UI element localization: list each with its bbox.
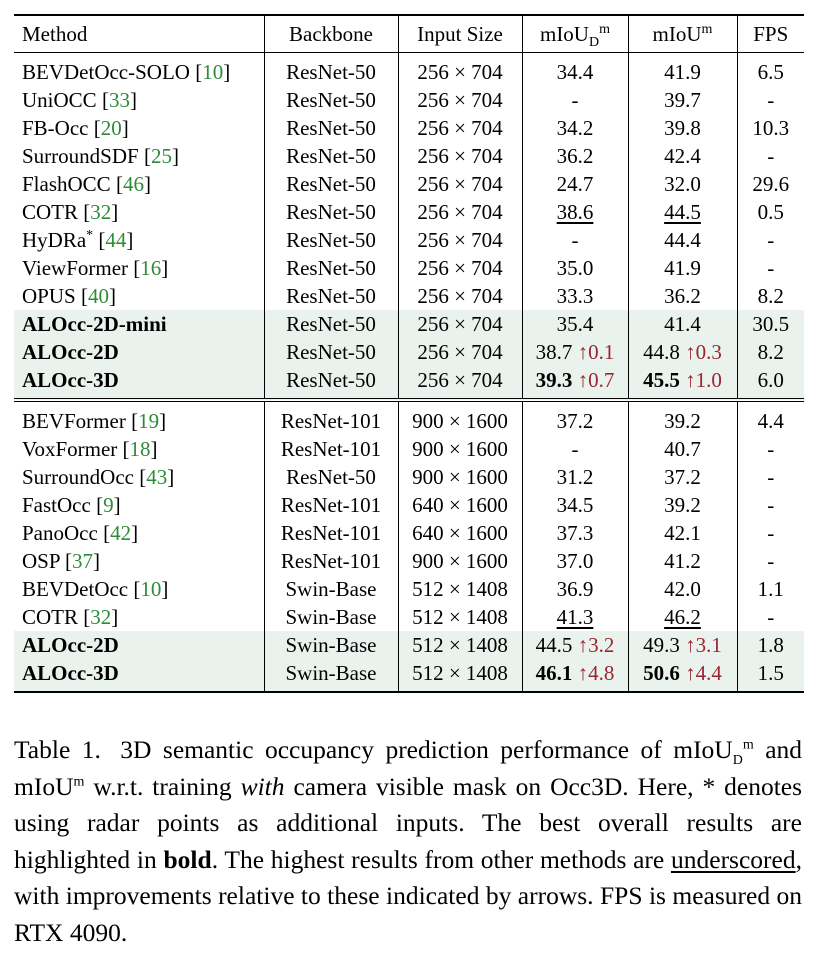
- backbone-cell: ResNet-50: [264, 338, 398, 366]
- backbone-cell: ResNet-101: [264, 491, 398, 519]
- metric-value: -: [571, 437, 579, 461]
- citation-ref: 19: [138, 409, 160, 433]
- miou-cell: [628, 282, 737, 310]
- backbone-cell: Swin-Base: [264, 603, 398, 631]
- miou-d-cell: [522, 86, 628, 114]
- metric-value: 46.1: [535, 661, 573, 685]
- backbone-cell: ResNet-101: [264, 547, 398, 575]
- caption-underscored-word: underscored: [671, 844, 796, 874]
- method-cell: OSP [37]: [22, 549, 100, 573]
- backbone-cell: ResNet-50: [264, 366, 398, 400]
- miou-cell: [628, 53, 737, 87]
- metric-value: 44.8: [643, 340, 680, 364]
- method-cell: BEVDetOcc-SOLO [10]: [22, 60, 231, 84]
- citation-ref: 40: [87, 284, 109, 308]
- input-size-cell: 256 × 704: [398, 114, 522, 142]
- results-table: [14, 14, 804, 693]
- method-cell: COTR [32]: [22, 200, 119, 224]
- fps-cell: -: [737, 463, 804, 491]
- fps-cell: -: [737, 226, 804, 254]
- miou-d-cell: [522, 310, 628, 338]
- input-size-cell: 512 × 1408: [398, 631, 522, 659]
- backbone-cell: Swin-Base: [264, 575, 398, 603]
- table-row: [14, 631, 804, 659]
- backbone-cell: ResNet-50: [264, 198, 398, 226]
- table-row: [14, 435, 804, 463]
- improvement-delta: ↑4.4: [685, 661, 722, 685]
- fps-cell: 6.5: [737, 53, 804, 87]
- miou-cell: [628, 198, 737, 226]
- input-size-cell: 256 × 704: [398, 310, 522, 338]
- fps-cell: 1.8: [737, 631, 804, 659]
- caption-text-2: w.r.t. training: [93, 771, 232, 801]
- citation-ref: 9: [103, 493, 114, 517]
- citation-ref: 44: [105, 228, 127, 252]
- backbone-cell: ResNet-101: [264, 435, 398, 463]
- miou-cell: [628, 170, 737, 198]
- fps-cell: -: [737, 86, 804, 114]
- input-size-cell: 256 × 704: [398, 226, 522, 254]
- miou-cell: [628, 226, 737, 254]
- metric-value: 37.2: [664, 465, 701, 489]
- method-cell: ViewFormer [16]: [22, 256, 169, 280]
- metric-value: 38.7: [535, 340, 573, 364]
- improvement-delta: ↑0.3: [685, 340, 722, 364]
- method-name: HyDRa: [22, 228, 87, 252]
- metric-value: 39.2: [664, 409, 701, 433]
- method-name: COTR: [22, 605, 79, 629]
- miou-d-cell: [522, 53, 628, 87]
- header-fps: FPS: [737, 15, 804, 53]
- input-size-cell: 256 × 704: [398, 86, 522, 114]
- method-cell: BEVFormer [19]: [22, 409, 167, 433]
- miou-d-cell: [522, 435, 628, 463]
- table-group-high-res: [14, 400, 804, 692]
- fps-cell: 8.2: [737, 338, 804, 366]
- method-cell: PanoOcc [42]: [22, 521, 139, 545]
- header-row: [14, 15, 804, 53]
- table-row: [14, 226, 804, 254]
- miou-cell: [628, 114, 737, 142]
- method-name: BEVFormer: [22, 409, 126, 433]
- miou-cell: [628, 435, 737, 463]
- caption-text-4: . The highest results from other methods are: [211, 844, 665, 874]
- metric-value: 24.7: [556, 172, 594, 196]
- miou-cell: [628, 519, 737, 547]
- fps-cell: 10.3: [737, 114, 804, 142]
- metric-value: 49.3: [643, 633, 680, 657]
- table-row: [14, 310, 804, 338]
- improvement-delta: ↑3.2: [577, 633, 615, 657]
- metric-value: 41.9: [664, 60, 701, 84]
- fps-cell: 0.5: [737, 198, 804, 226]
- miou-cell: [628, 254, 737, 282]
- metric-value: 39.3: [535, 368, 573, 392]
- method-name: OSP: [22, 549, 60, 573]
- method-cell: FastOcc [9]: [22, 493, 121, 517]
- metric-value: 35.4: [556, 312, 594, 336]
- metric-value: 44.5: [664, 200, 701, 224]
- input-size-cell: 256 × 704: [398, 254, 522, 282]
- metric-value: 42.1: [664, 521, 701, 545]
- table-row: [14, 53, 804, 87]
- input-size-cell: 900 × 1600: [398, 547, 522, 575]
- table-row: [14, 575, 804, 603]
- miou-cell: [628, 142, 737, 170]
- method-name: FlashOCC: [22, 172, 111, 196]
- improvement-delta: ↑1.0: [685, 368, 722, 392]
- metric-value: 39.8: [664, 116, 701, 140]
- metric-value: 34.4: [556, 60, 594, 84]
- method-cell: [14, 310, 264, 338]
- caption-label: Table 1.: [14, 735, 101, 764]
- citation-ref: 20: [100, 116, 122, 140]
- metric-value: 45.5: [643, 368, 680, 392]
- input-size-cell: 256 × 704: [398, 53, 522, 87]
- metric-value: 39.2: [664, 493, 701, 517]
- miou-d-cell: [522, 659, 628, 692]
- miou-d-cell: [522, 491, 628, 519]
- input-size-cell: 256 × 704: [398, 170, 522, 198]
- fps-cell: -: [737, 519, 804, 547]
- fps-cell: -: [737, 547, 804, 575]
- method-name: FB-Occ: [22, 116, 89, 140]
- table-row: [14, 338, 804, 366]
- metric-value: 33.3: [556, 284, 594, 308]
- table-group-low-res: [14, 53, 804, 401]
- citation-ref: 32: [90, 200, 112, 224]
- caption-with: with: [240, 771, 285, 801]
- metric-value: 36.2: [556, 144, 594, 168]
- input-size-cell: 640 × 1600: [398, 491, 522, 519]
- miou-cell: [628, 603, 737, 631]
- backbone-cell: ResNet-50: [264, 282, 398, 310]
- method-cell: SurroundOcc [43]: [22, 465, 175, 489]
- metric-value: -: [571, 228, 579, 252]
- miou-d-cell: [522, 631, 628, 659]
- input-size-cell: 900 × 1600: [398, 400, 522, 435]
- miou-d-cell: [522, 254, 628, 282]
- table-row: [14, 142, 804, 170]
- metric-value: 42.0: [664, 577, 701, 601]
- backbone-cell: Swin-Base: [264, 631, 398, 659]
- citation-ref: 16: [140, 256, 162, 280]
- input-size-cell: 256 × 704: [398, 142, 522, 170]
- fps-cell: 6.0: [737, 366, 804, 400]
- input-size-cell: 512 × 1408: [398, 575, 522, 603]
- input-size-cell: 256 × 704: [398, 366, 522, 400]
- citation-ref: 25: [150, 144, 172, 168]
- input-size-cell: 512 × 1408: [398, 659, 522, 692]
- table-row: [14, 366, 804, 400]
- input-size-cell: 256 × 704: [398, 282, 522, 310]
- miou-cell: [628, 400, 737, 435]
- metric-value: 46.2: [664, 605, 701, 629]
- metric-value: 37.3: [556, 521, 594, 545]
- metric-value: 34.2: [556, 116, 594, 140]
- method-name: SurroundSDF: [22, 144, 139, 168]
- method-name: ViewFormer: [22, 256, 129, 280]
- method-name: FastOcc: [22, 493, 91, 517]
- miou-d-cell: [522, 226, 628, 254]
- backbone-cell: ResNet-101: [264, 400, 398, 435]
- header-miou-d: mIoU$_D^m$: [522, 15, 628, 53]
- metric-value: 41.4: [664, 312, 701, 336]
- backbone-cell: ResNet-50: [264, 310, 398, 338]
- caption-text-3: camera visible mask on Occ3D. Here, * denotes using radar points as additional inputs. The best overall results are highlighted in: [14, 771, 803, 874]
- method-name: PanoOcc: [22, 521, 98, 545]
- table-row: [14, 254, 804, 282]
- metric-value: 39.7: [664, 88, 701, 112]
- miou-cell: [628, 310, 737, 338]
- metric-value: 41.3: [556, 605, 594, 629]
- metric-value: 34.5: [556, 493, 594, 517]
- miou-d-cell: [522, 519, 628, 547]
- metric-value: -: [571, 88, 579, 112]
- fps-cell: 8.2: [737, 282, 804, 310]
- method-name: SurroundOcc: [22, 465, 134, 489]
- table-row: [14, 491, 804, 519]
- method-name: OPUS: [22, 284, 76, 308]
- method-cell: BEVDetOcc [10]: [22, 577, 169, 601]
- fps-cell: -: [737, 491, 804, 519]
- input-size-cell: 900 × 1600: [398, 435, 522, 463]
- metric-value: 44.4: [664, 228, 701, 252]
- citation-ref: 18: [129, 437, 151, 461]
- backbone-cell: ResNet-50: [264, 53, 398, 87]
- metric-value: 41.9: [664, 256, 701, 280]
- fps-cell: 29.6: [737, 170, 804, 198]
- backbone-cell: Swin-Base: [264, 659, 398, 692]
- table-row: [14, 659, 804, 692]
- table-row: [14, 198, 804, 226]
- caption-text-1: 3D semantic occupancy prediction performance of: [120, 735, 662, 764]
- fps-cell: 1.5: [737, 659, 804, 692]
- improvement-delta: ↑3.1: [685, 633, 722, 657]
- table-row: [14, 400, 804, 435]
- miou-d-cell: [522, 575, 628, 603]
- miou-d-cell: [522, 170, 628, 198]
- miou-cell: [628, 366, 737, 400]
- miou-cell: [628, 659, 737, 692]
- miou-cell: [628, 86, 737, 114]
- fps-cell: -: [737, 435, 804, 463]
- method-cell: UniOCC [33]: [22, 88, 137, 112]
- input-size-cell: 512 × 1408: [398, 603, 522, 631]
- input-size-cell: 900 × 1600: [398, 463, 522, 491]
- method-name: COTR: [22, 200, 79, 224]
- fps-cell: -: [737, 603, 804, 631]
- input-size-cell: 256 × 704: [398, 338, 522, 366]
- caption-text-5: , with improvements relative to these indicated by arrows. FPS is measured on RTX 4090.: [14, 844, 802, 947]
- backbone-cell: ResNet-101: [264, 519, 398, 547]
- caption-and: and: [765, 735, 803, 764]
- metric-value: 40.7: [664, 437, 701, 461]
- miou-d-cell: [522, 603, 628, 631]
- miou-d-cell: [522, 142, 628, 170]
- metric-value: 36.2: [664, 284, 701, 308]
- citation-ref: 10: [202, 60, 224, 84]
- miou-cell: [628, 547, 737, 575]
- miou-d-cell: [522, 338, 628, 366]
- backbone-cell: ResNet-50: [264, 254, 398, 282]
- caption-miou: mIoU$^m$: [14, 771, 85, 801]
- table-row: [14, 547, 804, 575]
- method-name: VoxFormer: [22, 437, 118, 461]
- method-name: ALOcc-2D: [22, 340, 119, 364]
- header-method: Method: [22, 22, 88, 46]
- method-name: ALOcc-3D: [22, 368, 119, 392]
- method-cell: OPUS [40]: [22, 284, 116, 308]
- fps-cell: -: [737, 142, 804, 170]
- table-row: [14, 86, 804, 114]
- metric-value: 35.0: [556, 256, 594, 280]
- citation-ref: 10: [140, 577, 162, 601]
- miou-d-cell: [522, 114, 628, 142]
- miou-cell: [628, 575, 737, 603]
- table-row: [14, 463, 804, 491]
- method-cell: [14, 338, 264, 366]
- table-row: [14, 170, 804, 198]
- fps-cell: 1.1: [737, 575, 804, 603]
- method-name: UniOCC: [22, 88, 97, 112]
- metric-value: 41.2: [664, 549, 701, 573]
- miou-cell: [628, 491, 737, 519]
- table-row: [14, 603, 804, 631]
- miou-cell: [628, 338, 737, 366]
- caption-miou-d: mIoU$_D^m$: [673, 735, 754, 769]
- fps-cell: 30.5: [737, 310, 804, 338]
- metric-value: 50.6: [643, 661, 680, 685]
- improvement-delta: ↑0.7: [577, 368, 615, 392]
- method-cell: [14, 631, 264, 659]
- input-size-cell: 256 × 704: [398, 198, 522, 226]
- table-caption: [14, 732, 802, 951]
- backbone-cell: ResNet-50: [264, 226, 398, 254]
- improvement-delta: ↑4.8: [577, 661, 615, 685]
- backbone-cell: ResNet-50: [264, 463, 398, 491]
- metric-value: 37.2: [556, 409, 594, 433]
- method-cell: FB-Occ [20]: [22, 116, 129, 140]
- method-name: BEVDetOcc: [22, 577, 129, 601]
- method-cell: SurroundSDF [25]: [22, 144, 179, 168]
- improvement-delta: ↑0.1: [577, 340, 615, 364]
- method-name: ALOcc-2D-mini: [22, 312, 167, 336]
- backbone-cell: ResNet-50: [264, 86, 398, 114]
- header-miou: mIoU$^m$: [628, 15, 737, 53]
- citation-ref: 32: [90, 605, 112, 629]
- citation-ref: 37: [72, 549, 93, 573]
- citation-ref: 46: [122, 172, 144, 196]
- method-cell: FlashOCC [46]: [22, 172, 151, 196]
- fps-cell: 4.4: [737, 400, 804, 435]
- method-cell: HyDRa* [44]: [22, 228, 134, 252]
- method-name: ALOcc-3D: [22, 661, 119, 685]
- metric-value: 42.4: [664, 144, 701, 168]
- method-cell: [14, 366, 264, 400]
- input-size-cell: 640 × 1600: [398, 519, 522, 547]
- citation-ref: 42: [110, 521, 132, 545]
- miou-d-cell: [522, 400, 628, 435]
- header-backbone: Backbone: [264, 15, 398, 53]
- method-name: ALOcc-2D: [22, 633, 119, 657]
- miou-cell: [628, 463, 737, 491]
- method-cell: [14, 659, 264, 692]
- backbone-cell: ResNet-50: [264, 114, 398, 142]
- miou-d-cell: [522, 366, 628, 400]
- metric-value: 32.0: [664, 172, 701, 196]
- method-cell: VoxFormer [18]: [22, 437, 158, 461]
- metric-value: 44.5: [535, 633, 573, 657]
- fps-cell: -: [737, 254, 804, 282]
- metric-value: 38.6: [556, 200, 594, 224]
- miou-d-cell: [522, 282, 628, 310]
- metric-value: 36.9: [556, 577, 594, 601]
- header-input-size: Input Size: [398, 15, 522, 53]
- miou-d-cell: [522, 547, 628, 575]
- caption-bold-word: bold: [163, 844, 212, 874]
- metric-value: 37.0: [556, 549, 594, 573]
- table-row: [14, 114, 804, 142]
- miou-d-cell: [522, 463, 628, 491]
- citation-ref: 33: [108, 88, 130, 112]
- backbone-cell: ResNet-50: [264, 142, 398, 170]
- backbone-cell: ResNet-50: [264, 170, 398, 198]
- citation-ref: 43: [146, 465, 168, 489]
- radar-asterisk: *: [86, 228, 94, 243]
- miou-d-cell: [522, 198, 628, 226]
- table-row: [14, 519, 804, 547]
- metric-value: 31.2: [556, 465, 594, 489]
- miou-cell: [628, 631, 737, 659]
- method-name: BEVDetOcc-SOLO: [22, 60, 190, 84]
- table-row: [14, 282, 804, 310]
- method-cell: COTR [32]: [22, 605, 119, 629]
